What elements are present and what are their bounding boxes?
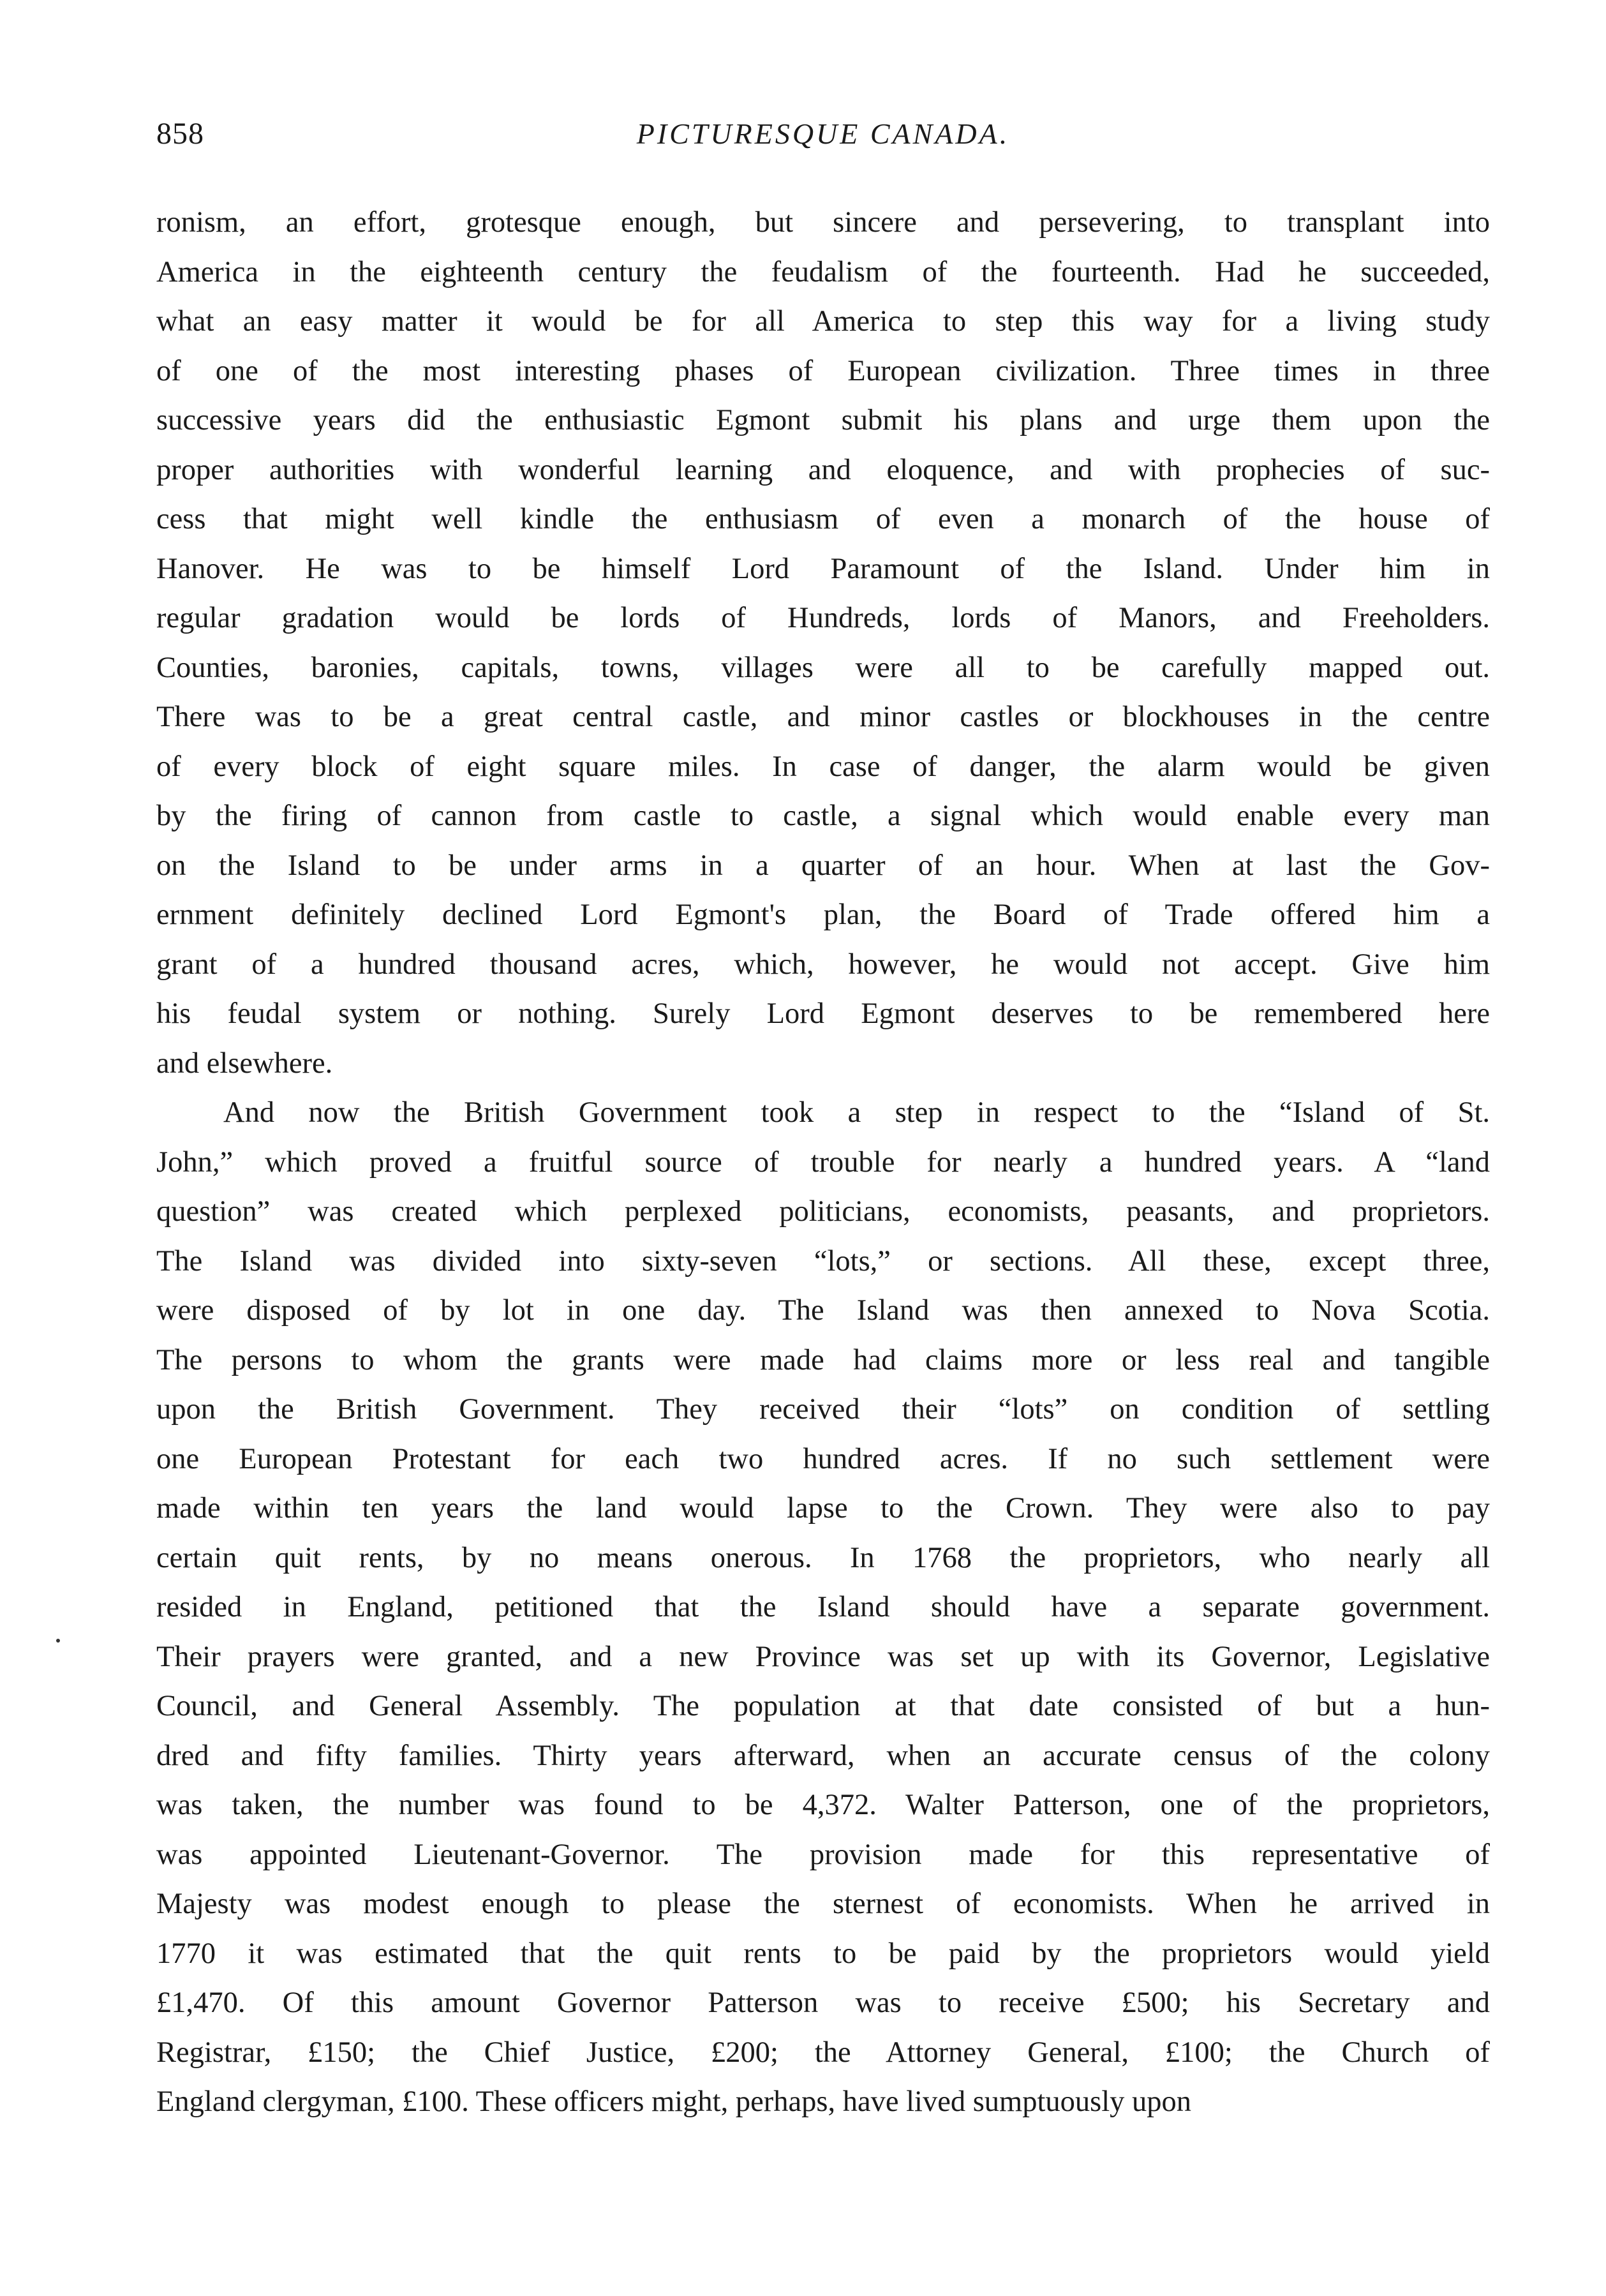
text-line: resided in England, petitioned that the Island should have a separate government.	[156, 1591, 1490, 1623]
text-line: question” was created which perplexed politicians, economists, peasants, and proprietors.	[156, 1195, 1490, 1228]
text-line: Registrar, £150; the Chief Justice, £200; the Attorney General, £100; the Church of	[156, 2036, 1490, 2069]
text-line: Counties, baronies, capitals, towns, villages were all to be carefully mapped out.	[156, 651, 1490, 684]
page-header	[156, 114, 1490, 158]
text-line: certain quit rents, by no means onerous. In 1768 the proprietors, who nearly all	[156, 1541, 1490, 1574]
text-line: by the firing of cannon from castle to castle, a signal which would enable every man	[156, 800, 1490, 832]
text-line: England clergyman, £100. These officers might, perhaps, have lived sumptuously upon	[156, 2085, 1192, 2118]
text-line: America in the eighteenth century the feudalism of the fourteenth. Had he succeeded,	[156, 255, 1490, 288]
text-line: ernment definitely declined Lord Egmont's plan, the Board of Trade offered him a	[156, 898, 1490, 931]
text-line: £1,470. Of this amount Governor Patterson was to receive £500; his Secretary and	[156, 1987, 1490, 2019]
text-line: proper authorities with wonderful learning and eloquence, and with prophecies of suc-	[156, 453, 1490, 486]
text-line: made within ten years the land would lapse to the Crown. They were also to pay	[156, 1492, 1490, 1524]
text-line: of every block of eight square miles. In case of danger, the alarm would be given	[156, 750, 1490, 783]
text-line: Their prayers were granted, and a new Province was set up with its Governor, Legislative	[156, 1640, 1490, 1673]
text-line: 1770 it was estimated that the quit rents to be paid by the proprietors would yield	[156, 1937, 1490, 1970]
text-line: regular gradation would be lords of Hundreds, lords of Manors, and Freeholders.	[156, 602, 1490, 634]
text-line: There was to be a great central castle, and minor castles or blockhouses in the centre	[156, 701, 1490, 733]
text-line: The persons to whom the grants were made had claims more or less real and tangible	[156, 1343, 1490, 1376]
text-line: was appointed Lieutenant-Governor. The provision made for this representative of	[156, 1838, 1490, 1871]
text-line: what an easy matter it would be for all America to step this way for a living study	[156, 305, 1490, 338]
text-line: one European Protestant for each two hundred acres. If no such settlement were	[156, 1442, 1490, 1475]
text-line: The Island was divided into sixty-seven “lots,” or sections. All these, except three,	[156, 1244, 1490, 1278]
text-line: upon the British Government. They received their “lots” on condition of settling	[156, 1393, 1490, 1426]
text-line: and elsewhere.	[156, 1047, 333, 1080]
text-line: his feudal system or nothing. Surely Lord Egmont deserves to be remembered here	[156, 997, 1490, 1030]
text-line: Majesty was modest enough to please the sternest of economists. When he arrived in	[156, 1888, 1490, 1920]
text-line: Hanover. He was to be himself Lord Paramount of the Island. Under him in	[156, 552, 1490, 585]
body-text	[156, 198, 1490, 2127]
text-line: successive years did the enthusiastic Egmont submit his plans and urge them upon the	[156, 404, 1490, 436]
text-line: John,” which proved a fruitful source of trouble for nearly a hundred years. A “land	[156, 1145, 1490, 1179]
text-line: And now the British Government took a step in respect to the “Island of St.	[223, 1096, 1490, 1129]
text-line: ronism, an effort, grotesque enough, but sincere and persevering, to transplant into	[156, 206, 1490, 239]
text-line: dred and fifty families. Thirty years afterward, when an accurate census of the colony	[156, 1739, 1490, 1772]
text-line: were disposed of by lot in one day. The Island was then annexed to Nova Scotia.	[156, 1294, 1490, 1327]
text-line: cess that might well kindle the enthusiasm of even a monarch of the house of	[156, 503, 1490, 535]
text-line: was taken, the number was found to be 4,372. Walter Patterson, one of the proprietors,	[156, 1789, 1490, 1821]
text-line: of one of the most interesting phases of European civilization. Three times in three	[156, 354, 1490, 387]
text-line: Council, and General Assembly. The population at that date consisted of but a hun-	[156, 1690, 1490, 1722]
running-title: PICTURESQUE CANADA.	[636, 117, 1010, 150]
text-line: on the Island to be under arms in a quarter of an hour. When at last the Gov-	[156, 849, 1490, 882]
page-number: 858	[156, 117, 204, 151]
text-line: grant of a hundred thousand acres, which, however, he would not accept. Give him	[156, 948, 1490, 981]
stray-ink-mark	[56, 1639, 60, 1643]
